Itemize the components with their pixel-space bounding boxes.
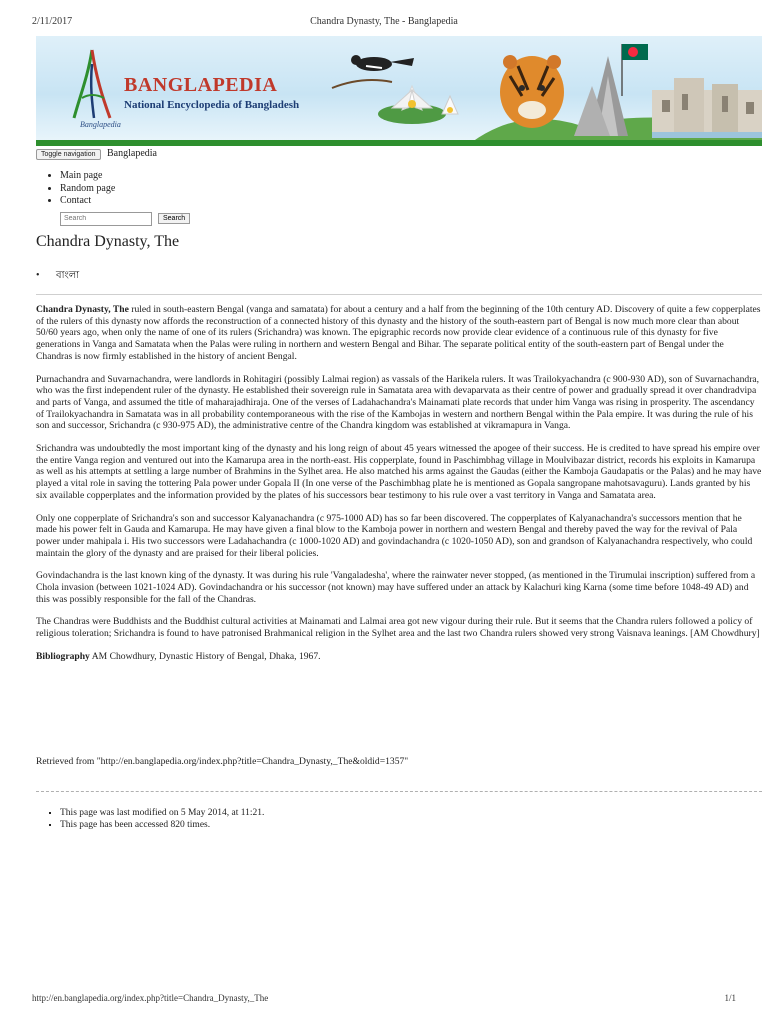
national-monument-icon [574,56,628,136]
bibliography: Bibliography AM Chowdhury, Dynastic History of Bengal, Dhaka, 1967. [36,650,321,662]
title-divider [36,294,762,295]
page-title: Chandra Dynasty, The [36,233,180,250]
banglapedia-logo-icon [70,46,116,122]
brand-link[interactable]: Banglapedia [107,148,157,159]
print-header [32,16,736,30]
access-count: ▪ This page has been accessed 820 times. [60,820,264,832]
search-input[interactable] [60,212,152,226]
footer-info [44,808,264,831]
article-paragraph: Only one copperplate of Srichandra's son and successor Kalyanachandra (c 975-1000 AD) has so far been discovered. The copperplates of Kalyanachandra's successors mention that he made his power felt in Gauda and Kamarupa. He may have given a final blow to the Kamboja power in northern and western Bengal and thereby paved the way for the revival of Pala power under mahipala i. His two successors were Ladahachandra (c 1000-1020 AD) and govindachandra (c 1020-1050 AD), son and grandson of Kalyanachandra respectively, who could maintain the glory of the dynasty and are praised for their liberal policies. [36,512,753,559]
bullet-icon: • [36,270,40,281]
article-paragraph: Purnachandra and Suvarnachandra, were landlords in Rohitagiri (possibly Lalmai region) as vassals of the Harikela rulers. It was Trailokyachandra (c 900-930 AD), son of Suvarnachandra, who was the first independent ruler of the dynasty. He established their sovereign rule in Samatata area with devaparvata as their centre of power and gradually spread it over chandradvipa and parts of Vanga, and assumed the title of maharajadhiraja. One of the verses of Ladahachandra's Mainamati plate records that under him Vanga was rising in prosperity. The ascendancy of Trailokyachandra in Samatata was in all probability contemporaneous with the rise of the Kambojas in western and northern Bengal within the Pala empire. It was during the rule of his son and successor, Srichandra (c 930-975 AD), the administrative centre of the Chandra kingdom was established at vikramapura in Vanga. [36,373,760,432]
language-list [36,268,79,285]
menu-item-main-page[interactable]: • Main page [60,170,115,183]
bibliography-label: Bibliography [36,650,90,662]
brand-subtitle: National Encyclopedia of Bangladesh [124,99,300,111]
print-title: Chandra Dynasty, The - Banglapedia [310,16,458,27]
toggle-navigation-button[interactable]: Toggle navigation [36,149,101,160]
retrieved-from[interactable]: Retrieved from "http://en.banglapedia.org/index.php?title=Chandra_Dynasty,_The&oldid=1357" [36,756,409,767]
article-paragraph: Govindachandra is the last known king of the dynasty. It was during his rule 'Vangaladesha', where the rainwater never stopped, (as mentioned in the Tirumulai inscription) suffered from a Chola invasion (between 1021-1024 AD). Govindachandra or his successor (not known) may have suffered under an attack by Kalachuri king Karna (some time before 1048-49 AD) and this was possibly responsible for the fall of the Chandras. [36,570,756,605]
bangladesh-flag-icon [622,44,648,96]
royal-bengal-tiger-icon [500,55,564,128]
brand-title: BANGLAPEDIA [124,74,278,96]
search-button[interactable]: Search [158,213,190,224]
magpie-bird-icon [332,55,414,88]
banner-artwork-icon [322,36,762,142]
last-modified: ▪ This page was last modified on 5 May 2014, at 11:21. [60,808,264,820]
banner-strip [36,140,762,146]
page-number: 1/1 [724,993,736,1003]
navbar [36,148,157,160]
logo-caption: Banglapedia [80,120,121,129]
article-body [36,304,762,674]
article-paragraph: Chandra Dynasty, The ruled in south-eastern Bengal (vanga and samatata) for about a century and a half from the beginning of the 10th century AD. Discovery of quite a few copperplates of the rulers of this dynasty now affords the reconstruction of a connected history of this dynasty and the history of the south-eastern part of Bengal is now much more clear than about 50/60 years ago, when only the name of one of its rulers (Srichandra) was known. The epigraphic records now provide clear evidence of a continuous rule of this dynasty for five generations in Vanga and Samatata when the Palas were ruling in northern and western Bengal and Bihar. The separate political entity of the south-eastern part of Bengal under the Chandras is now firmly established in the history of ancient Bengal. [36,304,761,362]
water-lily-icon [378,86,458,124]
article-paragraph: The Chandras were Buddhists and the Buddhist cultural activities at Mainamati and Lalmai area got new vigour during their rule. But it seems that the Chandra rulers followed a policy of religious toleration; Srichandra is found to have patronised Brahmanical religion in the Sylhet area and the last two Chandra rulers showed very strong Vaisnava leanings. [AM Chowdhury] [36,616,760,640]
parliament-building-icon [652,78,762,138]
search-form [60,207,190,226]
print-date: 2/11/2017 [32,16,73,27]
footer-divider [36,791,762,792]
site-banner[interactable] [36,36,762,142]
menu-item-contact[interactable]: • Contact [60,195,115,208]
article-paragraph: Srichandra was undoubtedly the most important king of the dynasty and his long reign of about 45 years witnessed the apogee of their success. He is credited to have spread his empire over the entire Vanga region and ventured out into the Kamarupa area in the north-east. His copperplate, found in Paschimbhag village in Moulvibazar district, records his exploits in Kamarupa as well as his attempts at settling a large number of Brahmins in the Sylhet area. He also matched his arms against the Gaudas (either the Kamboja Gaudapatis or the Palas) and he may have played a vital role in saving the tottering Pala power under Gopala II (In one verse of the Paschimbhag plate he is mentioned as Gopala sangropane mahotsavaguru). Lands granted by his six available copperplates and the information provided by the plates of his successors bear testimony to his rule over a vast territory in Vanga and Samatata area. [36,443,762,501]
article-lead: Chandra Dynasty, The [36,304,129,315]
print-footer [32,993,736,1005]
menu-item-random-page[interactable]: • Random page [60,183,115,196]
language-link-bangla[interactable]: বাংলা [56,270,80,281]
print-url: http://en.banglapedia.org/index.php?title=Chandra_Dynasty,_The [32,993,269,1003]
main-menu [44,170,115,208]
